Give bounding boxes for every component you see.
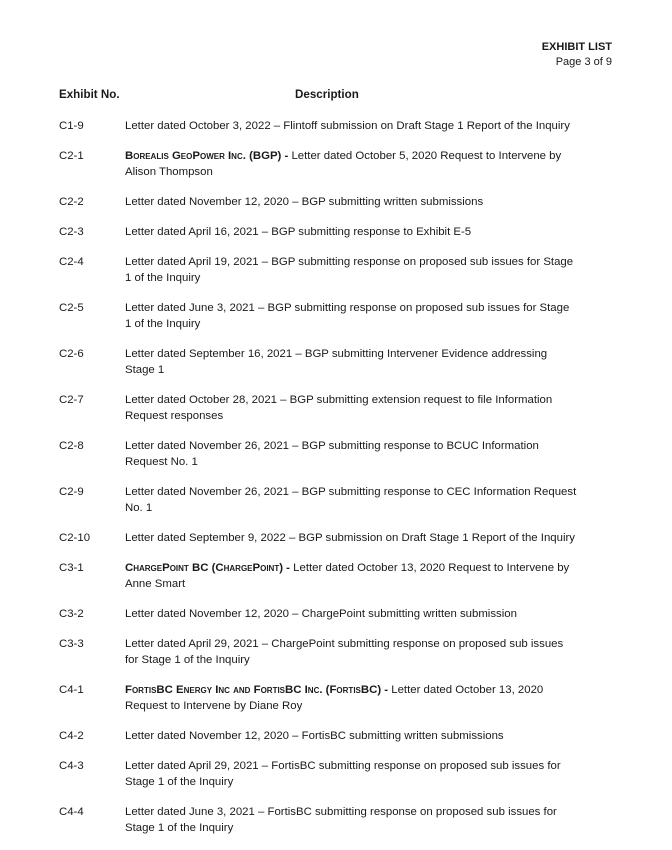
exhibit-description: [125, 560, 577, 592]
exhibit-description-text: Letter dated November 12, 2020 – FortisBC submitting written submissions: [125, 730, 504, 742]
exhibit-description: [125, 728, 577, 744]
exhibit-number-header: Exhibit No.: [59, 88, 120, 101]
exhibit-description-text: Letter dated September 9, 2022 – BGP submission on Draft Stage 1 Report of the Inquiry: [125, 532, 575, 544]
exhibit-number: C2-6: [59, 348, 84, 360]
exhibit-description: [125, 346, 577, 378]
exhibit-description: [125, 636, 577, 668]
exhibit-description-text: Letter dated June 3, 2021 – FortisBC submitting response on proposed sub issues for Stage 1 of the Inquiry: [125, 806, 557, 834]
exhibit-description: [125, 254, 577, 286]
exhibit-number: C4-1: [59, 684, 84, 696]
exhibit-description: [125, 804, 577, 836]
exhibit-row: [59, 636, 579, 668]
exhibit-description: [125, 300, 577, 332]
exhibit-number: C2-2: [59, 196, 84, 208]
exhibit-description: [125, 682, 577, 714]
exhibit-number: C2-4: [59, 256, 84, 268]
exhibit-list: [59, 118, 579, 850]
exhibit-description-text: Letter dated November 26, 2021 – BGP submitting response to BCUC Information Request No. 1: [125, 440, 539, 468]
exhibit-number: C1-9: [59, 120, 84, 132]
exhibit-row: [59, 194, 579, 210]
exhibit-description: [125, 530, 577, 546]
exhibit-description-text: Letter dated November 26, 2021 – BGP submitting response to CEC Information Request No. 1: [125, 486, 577, 514]
exhibit-description: [125, 194, 577, 210]
exhibit-number: C2-9: [59, 486, 84, 498]
exhibit-description-text: Letter dated October 5, 2020 Request to Intervene by Alison Thompson: [125, 150, 562, 178]
exhibit-list-title: EXHIBIT LIST: [541, 41, 612, 53]
exhibit-number: C4-3: [59, 760, 84, 772]
exhibit-description: [125, 438, 577, 470]
intervener-name: FortisBC Energy Inc and FortisBC Inc. (FortisBC) -: [125, 684, 389, 696]
exhibit-number: C2-8: [59, 440, 84, 452]
intervener-name: ChargePoint BC (ChargePoint) -: [125, 562, 290, 574]
exhibit-row: [59, 254, 579, 286]
exhibit-description: [125, 758, 577, 790]
intervener-name: Borealis GeoPower Inc. (BGP) -: [125, 150, 289, 162]
exhibit-row: [59, 118, 579, 134]
exhibit-row: [59, 804, 579, 836]
exhibit-description-text: Letter dated October 3, 2022 – Flintoff submission on Draft Stage 1 Report of the Inquiry: [125, 120, 570, 132]
exhibit-description-text: Letter dated April 29, 2021 – FortisBC submitting response on proposed sub issues for Stage 1 of the Inquiry: [125, 760, 561, 788]
exhibit-description-text: Letter dated October 13, 2020 Request to Intervene by Anne Smart: [125, 562, 570, 590]
exhibit-number: C2-10: [59, 532, 91, 544]
exhibit-row: [59, 682, 579, 714]
exhibit-row: [59, 728, 579, 744]
exhibit-description-text: Letter dated June 3, 2021 – BGP submitting response on proposed sub issues for Stage 1 of the Inquiry: [125, 302, 570, 330]
exhibit-row: [59, 148, 579, 180]
exhibit-number: C3-2: [59, 608, 84, 620]
exhibit-row: [59, 438, 579, 470]
exhibit-row: [59, 300, 579, 332]
exhibit-number: C4-2: [59, 730, 84, 742]
page-header: [542, 40, 612, 70]
exhibit-description: [125, 118, 577, 134]
exhibit-row: [59, 560, 579, 592]
exhibit-number: C2-5: [59, 302, 84, 314]
exhibit-description-text: Letter dated October 13, 2020 Request to Intervene by Diane Roy: [125, 684, 544, 712]
description-header: Description: [295, 88, 359, 101]
exhibit-description-text: Letter dated November 12, 2020 – BGP submitting written submissions: [125, 196, 484, 208]
exhibit-description: [125, 148, 577, 180]
exhibit-row: [59, 346, 579, 378]
exhibit-description-text: Letter dated November 12, 2020 – ChargePoint submitting written submission: [125, 608, 517, 620]
exhibit-description-text: Letter dated April 16, 2021 – BGP submitting response to Exhibit E-5: [125, 226, 472, 238]
exhibit-number: C2-7: [59, 394, 84, 406]
page-number: Page 3 of 9: [555, 56, 612, 68]
exhibit-row: [59, 606, 579, 622]
exhibit-number: C3-1: [59, 562, 84, 574]
exhibit-row: [59, 530, 579, 546]
exhibit-row: [59, 484, 579, 516]
exhibit-description: [125, 392, 577, 424]
exhibit-number: C4-4: [59, 806, 84, 818]
exhibit-row: [59, 758, 579, 790]
exhibit-description: [125, 224, 577, 240]
exhibit-row: [59, 392, 579, 424]
exhibit-row: [59, 224, 579, 240]
exhibit-number: C2-1: [59, 150, 84, 162]
exhibit-description-text: Letter dated September 16, 2021 – BGP submitting Intervener Evidence addressing Stage 1: [125, 348, 548, 376]
exhibit-description: [125, 606, 577, 622]
exhibit-number: C2-3: [59, 226, 84, 238]
exhibit-description: [125, 484, 577, 516]
exhibit-description-text: Letter dated April 19, 2021 – BGP submitting response on proposed sub issues for Stage 1 of the Inquiry: [125, 256, 574, 284]
exhibit-description-text: Letter dated April 29, 2021 – ChargePoint submitting response on proposed sub issues for Stage 1 of the Inquiry: [125, 638, 564, 666]
exhibit-description-text: Letter dated October 28, 2021 – BGP submitting extension request to file Information Request responses: [125, 394, 553, 422]
exhibit-number: C3-3: [59, 638, 84, 650]
